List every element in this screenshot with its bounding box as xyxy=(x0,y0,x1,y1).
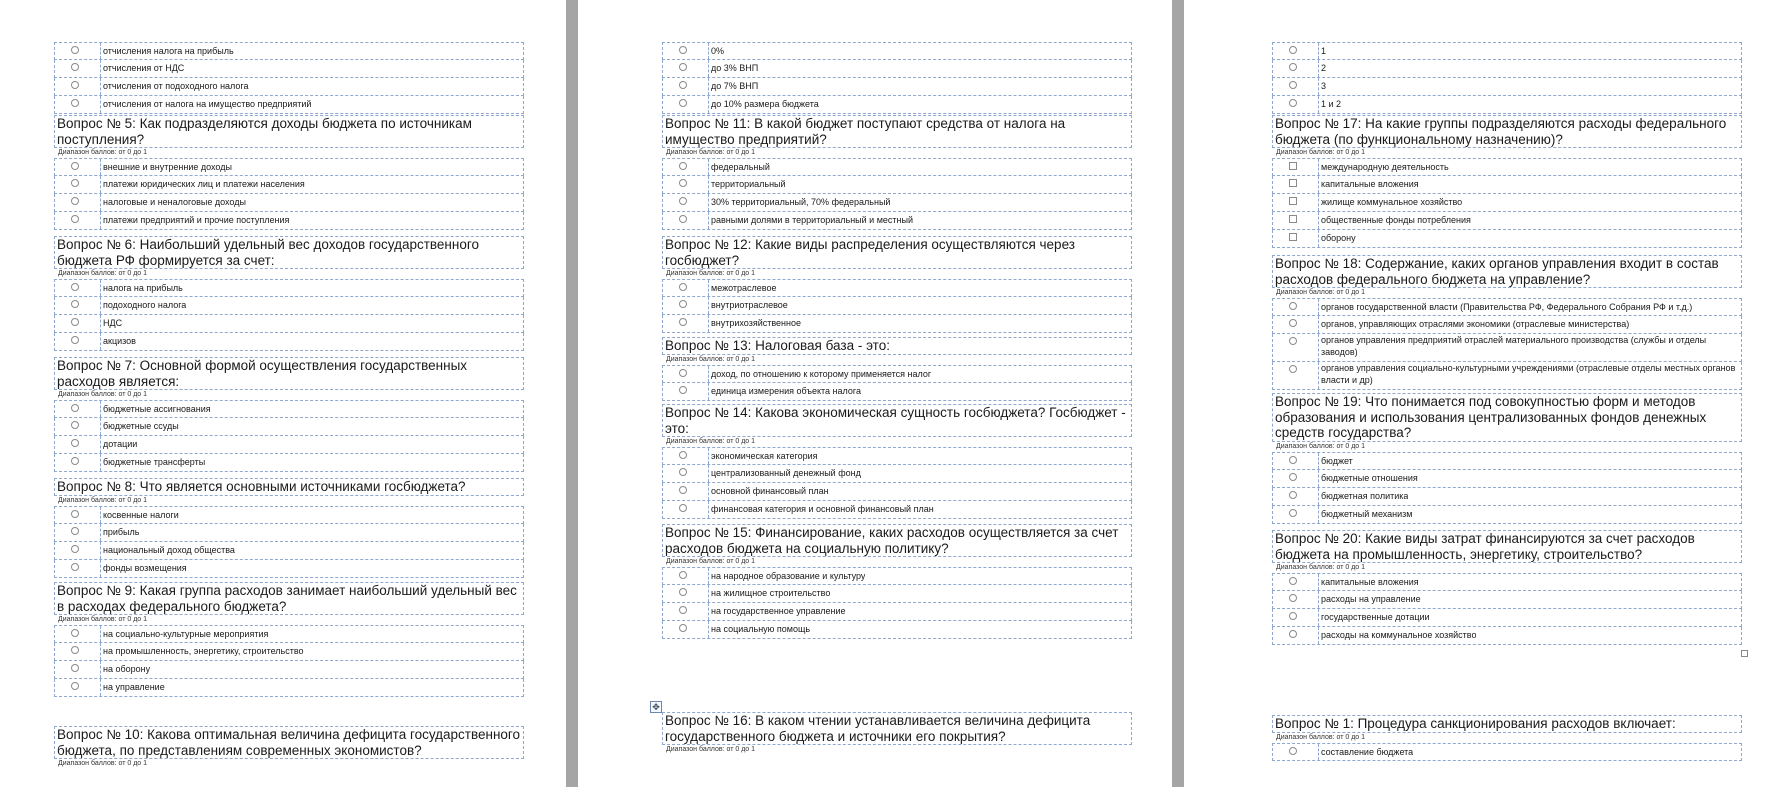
checkbox[interactable] xyxy=(1289,233,1297,241)
radio-button[interactable] xyxy=(71,439,79,447)
option-label: финансовая категория и основной финансовый план xyxy=(711,504,934,514)
option-label: бюджетный механизм xyxy=(1321,508,1413,519)
option-label: межотраслевое xyxy=(711,283,777,293)
score-range: Диапазон баллов: от 0 до 1 xyxy=(666,438,756,445)
radio-button[interactable] xyxy=(71,197,79,205)
answer-option[interactable] xyxy=(662,297,1132,315)
question-title: Вопрос № 19: Что понимается под совокупностью форм и методов образования и использования централизованных фондов денежных средств государства? xyxy=(1272,393,1742,442)
answer-option[interactable] xyxy=(54,212,524,230)
score-range: Диапазон баллов: от 0 до 1 xyxy=(666,746,756,753)
radio-button[interactable] xyxy=(679,451,687,459)
option-label: бюджет xyxy=(1321,455,1353,466)
radio-button[interactable] xyxy=(1289,491,1297,499)
question-block xyxy=(662,337,1132,401)
radio-button[interactable] xyxy=(1289,612,1297,620)
answer-option[interactable] xyxy=(54,60,524,78)
radio-button[interactable] xyxy=(1289,509,1297,517)
score-range: Диапазон баллов: от 0 до 1 xyxy=(58,149,148,156)
question-block xyxy=(54,582,524,697)
option-label: органов управления предприятий отраслей материального производства (службы и отделы заводов) xyxy=(1321,335,1707,357)
radio-button[interactable] xyxy=(71,318,79,326)
option-label: основной финансовый план xyxy=(711,486,829,496)
option-label: международную деятельность xyxy=(1321,162,1449,172)
option-label: 30% территориальный, 70% федеральный xyxy=(711,197,891,207)
answer-option[interactable] xyxy=(662,621,1132,639)
score-range: Диапазон баллов: от 0 до 1 xyxy=(666,355,756,363)
option-label: 2 xyxy=(1321,63,1327,73)
checkbox[interactable] xyxy=(1289,197,1297,205)
answer-option[interactable] xyxy=(1272,470,1742,488)
score-range: Диапазон баллов: от 0 до 1 xyxy=(58,270,148,277)
option-label: территориальный xyxy=(711,179,786,189)
radio-button[interactable] xyxy=(679,283,687,291)
answer-option[interactable] xyxy=(1272,506,1742,524)
option-label: налога на прибыль xyxy=(103,283,183,293)
radio-button[interactable] xyxy=(679,606,687,614)
answer-option[interactable] xyxy=(1272,158,1742,176)
answer-option[interactable] xyxy=(662,501,1132,519)
answer-option[interactable] xyxy=(662,96,1132,114)
answer-option[interactable] xyxy=(1272,362,1742,390)
radio-button[interactable] xyxy=(679,63,687,71)
radio-button[interactable] xyxy=(1289,319,1297,327)
answer-option[interactable] xyxy=(1272,42,1742,60)
answer-option[interactable] xyxy=(662,42,1132,60)
score-range: Диапазон баллов: от 0 до 1 xyxy=(1276,149,1366,156)
answer-option[interactable] xyxy=(1272,573,1742,591)
option-label: фонды возмещения xyxy=(103,562,187,573)
radio-button[interactable] xyxy=(679,197,687,205)
option-label: экономическая категория xyxy=(711,451,818,461)
score-range: Диапазон баллов: от 0 до 1 xyxy=(1276,733,1366,741)
option-label: на государственное управление xyxy=(711,606,846,616)
option-label: бюджетные трансферты xyxy=(103,457,206,467)
answer-option[interactable] xyxy=(662,483,1132,501)
answer-option[interactable] xyxy=(54,194,524,212)
question-title: Вопрос № 8: Что является основными источниками госбюджета? xyxy=(54,478,524,496)
answer-option[interactable] xyxy=(54,560,524,578)
radio-button[interactable] xyxy=(679,99,687,107)
option-label: на управление xyxy=(103,682,165,692)
answer-option[interactable] xyxy=(54,643,524,661)
option-label: дотации xyxy=(103,439,138,449)
option-label: национальный доход общества xyxy=(103,544,235,555)
option-label: внутриотраслевое xyxy=(711,300,788,310)
answer-option[interactable] xyxy=(1272,298,1742,316)
radio-button[interactable] xyxy=(71,457,79,465)
score-range: Диапазон баллов: от 0 до 1 xyxy=(58,616,148,623)
table-resize-handle-icon[interactable] xyxy=(1741,650,1748,657)
question-title: Вопрос № 15: Финансирование, каких расходов осуществляется за счет расходов бюджета на социальную политику? xyxy=(662,524,1132,557)
radio-button[interactable] xyxy=(71,563,79,571)
score-range: Диапазон баллов: от 0 до 1 xyxy=(58,760,148,767)
radio-button[interactable] xyxy=(71,510,79,518)
option-label: до 10% размера бюджета xyxy=(711,99,819,109)
radio-button[interactable] xyxy=(679,369,687,377)
radio-button[interactable] xyxy=(71,46,79,54)
radio-button[interactable] xyxy=(1289,46,1297,54)
option-label: до 7% ВНП xyxy=(711,81,759,91)
option-label: подоходного налога xyxy=(103,300,187,310)
score-range: Диапазон баллов: от 0 до 1 xyxy=(1276,289,1366,296)
answer-option[interactable] xyxy=(54,454,524,472)
question-title: Вопрос № 12: Какие виды распределения осуществляются через госбюджет? xyxy=(662,236,1132,269)
option-label: НДС xyxy=(103,318,123,328)
answer-option[interactable] xyxy=(54,42,524,60)
option-label: общественные фонды потребления xyxy=(1321,215,1471,225)
answer-option[interactable] xyxy=(1272,316,1742,334)
option-label: косвенные налоги xyxy=(103,509,179,520)
option-label: на социально-культурные мероприятия xyxy=(103,629,269,639)
radio-button[interactable] xyxy=(1289,747,1297,755)
score-range: Диапазон баллов: от 0 до 1 xyxy=(58,391,148,398)
radio-button[interactable] xyxy=(1289,630,1297,638)
checkbox[interactable] xyxy=(1289,215,1297,223)
question-title: Вопрос № 10: Какова оптимальная величина дефицита государственного бюджета, по представлениям современных экономистов? xyxy=(54,726,524,759)
answer-option[interactable] xyxy=(662,603,1132,621)
score-range: Диапазон баллов: от 0 до 1 xyxy=(58,496,148,504)
question-title: Вопрос № 20: Какие виды затрат финансируются за счет расходов бюджета на промышленность, энергетику, строительство? xyxy=(1272,530,1742,563)
answer-option[interactable] xyxy=(1272,743,1742,761)
radio-button[interactable] xyxy=(71,179,79,187)
radio-button[interactable] xyxy=(679,504,687,512)
radio-button[interactable] xyxy=(679,162,687,170)
answer-option[interactable] xyxy=(54,96,524,114)
question-block xyxy=(662,115,1132,230)
question-block xyxy=(662,404,1132,519)
radio-button[interactable] xyxy=(71,545,79,553)
option-label: 3 xyxy=(1321,81,1327,91)
question-block xyxy=(54,236,524,351)
question-title: Вопрос № 18: Содержание, каких органов управления входит в состав расходов федерального бюджета на управление? xyxy=(1272,255,1742,288)
option-label: налоговые и неналоговые доходы xyxy=(103,197,246,207)
radio-button[interactable] xyxy=(1289,81,1297,89)
answer-option[interactable] xyxy=(54,176,524,194)
option-label: единица измерения объекта налога xyxy=(711,385,861,396)
option-label: отчисления налога на прибыль xyxy=(103,46,234,56)
option-label: на народное образование и культуру xyxy=(711,571,866,581)
document-page-3 xyxy=(1184,0,1767,787)
option-label: 1 xyxy=(1321,46,1327,56)
answer-option[interactable] xyxy=(1272,334,1742,362)
option-label: 0% xyxy=(711,46,725,56)
radio-button[interactable] xyxy=(1289,473,1297,481)
option-label: бюджетные ссуды xyxy=(103,421,179,431)
answer-option[interactable] xyxy=(662,447,1132,465)
option-label: федеральный xyxy=(711,162,770,172)
radio-button[interactable] xyxy=(1289,594,1297,602)
radio-button[interactable] xyxy=(71,336,79,344)
answer-option[interactable] xyxy=(54,158,524,176)
answer-option[interactable] xyxy=(662,365,1132,383)
answer-option[interactable] xyxy=(1272,212,1742,230)
option-label: 1 и 2 xyxy=(1321,99,1342,109)
answer-option[interactable] xyxy=(54,297,524,315)
radio-button[interactable] xyxy=(71,404,79,412)
radio-button[interactable] xyxy=(1289,99,1297,107)
options-group xyxy=(1272,42,1742,114)
question-title: Вопрос № 11: В какой бюджет поступают средства от налога на имущество предприятий? xyxy=(662,115,1132,148)
radio-button[interactable] xyxy=(71,646,79,654)
question-title: Вопрос № 1: Процедура санкционирования расходов включает: xyxy=(1272,715,1742,733)
answer-option[interactable] xyxy=(1272,176,1742,194)
option-label: капитальные вложения xyxy=(1321,577,1419,587)
answer-option[interactable] xyxy=(1272,96,1742,114)
answer-option[interactable] xyxy=(54,506,524,524)
option-label: органов государственной власти (Правительства РФ, Федерального Собрания РФ и т.д.) xyxy=(1321,302,1693,312)
option-label: на промышленность, энергетику, строительство xyxy=(103,646,304,656)
answer-option[interactable] xyxy=(1272,488,1742,506)
option-label: капитальные вложения xyxy=(1321,179,1419,189)
option-label: доход, по отношению к которому применяется налог xyxy=(711,368,932,379)
radio-button[interactable] xyxy=(679,81,687,89)
answer-option[interactable] xyxy=(662,465,1132,483)
question-block xyxy=(54,357,524,472)
table-move-handle-icon[interactable]: ✥ xyxy=(650,701,662,713)
answer-option[interactable] xyxy=(54,279,524,297)
answer-option[interactable] xyxy=(54,400,524,418)
radio-button[interactable] xyxy=(1289,456,1297,464)
radio-button[interactable] xyxy=(1289,337,1297,345)
radio-button[interactable] xyxy=(71,421,79,429)
question-block xyxy=(1272,393,1742,524)
radio-button[interactable] xyxy=(1289,63,1297,71)
radio-button[interactable] xyxy=(71,63,79,71)
answer-option[interactable] xyxy=(54,625,524,643)
option-label: составление бюджета xyxy=(1321,746,1414,757)
answer-option[interactable] xyxy=(662,585,1132,603)
radio-button[interactable] xyxy=(679,179,687,187)
option-label: органов, управляющих отраслями экономики (отраслевые министерства) xyxy=(1321,319,1630,329)
radio-button[interactable] xyxy=(679,571,687,579)
answer-option[interactable] xyxy=(1272,78,1742,96)
answer-option[interactable] xyxy=(662,158,1132,176)
question-title: Вопрос № 6: Наибольший удельный вес доходов государственного бюджета РФ формируется за счет: xyxy=(54,236,524,269)
question-block xyxy=(1272,255,1742,390)
radio-button[interactable] xyxy=(71,682,79,690)
question-block xyxy=(54,478,524,578)
radio-button[interactable] xyxy=(679,318,687,326)
answer-option[interactable] xyxy=(1272,609,1742,627)
question-title: Вопрос № 16: В каком чтении устанавливается величина дефицита государственного бюджета и источники его покрытия? xyxy=(662,712,1132,745)
radio-button[interactable] xyxy=(679,588,687,596)
answer-option[interactable] xyxy=(54,315,524,333)
radio-button[interactable] xyxy=(71,81,79,89)
option-label: бюджетная политика xyxy=(1321,490,1409,501)
radio-button[interactable] xyxy=(71,99,79,107)
option-label: органов управления социально-культурными учреждениями (отраслевые отделы местных органов власти и др) xyxy=(1321,363,1736,385)
answer-option[interactable] xyxy=(662,383,1132,401)
question-block xyxy=(54,115,524,230)
score-range: Диапазон баллов: от 0 до 1 xyxy=(666,149,756,156)
radio-button[interactable] xyxy=(71,215,79,223)
option-label: акцизов xyxy=(103,336,136,346)
option-label: централизованный денежный фонд xyxy=(711,468,861,478)
question-title: Вопрос № 14: Какова экономическая сущность госбюджета? Госбюджет - это: xyxy=(662,404,1132,437)
radio-button[interactable] xyxy=(1289,302,1297,310)
document-page-2 xyxy=(578,0,1172,787)
radio-button[interactable] xyxy=(71,527,79,535)
question-block xyxy=(1272,715,1742,761)
answer-option[interactable] xyxy=(54,78,524,96)
answer-option[interactable] xyxy=(662,212,1132,230)
question-title: Вопрос № 7: Основной формой осуществления государственных расходов является: xyxy=(54,357,524,390)
answer-option[interactable] xyxy=(662,194,1132,212)
option-label: на жилищное строительство xyxy=(711,588,831,598)
radio-button[interactable] xyxy=(679,486,687,494)
radio-button[interactable] xyxy=(679,215,687,223)
question-title: Вопрос № 9: Какая группа расходов занимает наибольший удельный вес в расходах федерального бюджета? xyxy=(54,582,524,615)
answer-option[interactable] xyxy=(54,542,524,560)
checkbox[interactable] xyxy=(1289,179,1297,187)
options-group xyxy=(54,42,524,114)
document-page-1 xyxy=(0,0,566,787)
answer-option[interactable] xyxy=(54,524,524,542)
answer-option[interactable] xyxy=(54,661,524,679)
option-label: платежи предприятий и прочие поступления xyxy=(103,215,290,225)
option-label: расходы на коммунальное хозяйство xyxy=(1321,630,1477,640)
options-group xyxy=(662,42,1132,114)
radio-button[interactable] xyxy=(679,386,687,394)
option-label: оборону xyxy=(1321,233,1356,243)
option-label: платежи юридических лиц и платежи населения xyxy=(103,179,305,189)
answer-option[interactable] xyxy=(1272,60,1742,78)
answer-option[interactable] xyxy=(662,176,1132,194)
option-label: прибыль xyxy=(103,526,140,537)
radio-button[interactable] xyxy=(679,468,687,476)
answer-option[interactable] xyxy=(1272,591,1742,609)
option-label: государственные дотации xyxy=(1321,612,1430,622)
answer-option[interactable] xyxy=(662,315,1132,333)
option-label: равными долями в территориальный и местный xyxy=(711,215,913,225)
radio-button[interactable] xyxy=(71,300,79,308)
radio-button[interactable] xyxy=(679,300,687,308)
question-block xyxy=(1272,530,1742,645)
answer-option[interactable] xyxy=(1272,230,1742,248)
option-label: расходы на управление xyxy=(1321,594,1421,604)
option-label: внешние и внутренние доходы xyxy=(103,162,232,172)
answer-option[interactable] xyxy=(1272,627,1742,645)
question-block xyxy=(54,726,524,769)
option-label: на оборону xyxy=(103,664,151,674)
answer-option[interactable] xyxy=(54,679,524,697)
option-label: бюджетные отношения xyxy=(1321,472,1418,483)
question-block xyxy=(662,712,1132,755)
option-label: бюджетные ассигнования xyxy=(103,404,211,414)
option-label: отчисления от подоходного налога xyxy=(103,81,249,91)
checkbox[interactable] xyxy=(1289,162,1297,170)
answer-option[interactable] xyxy=(662,279,1132,297)
option-label: жилище коммунальное хозяйство xyxy=(1321,197,1463,207)
option-label: отчисления от налога на имущество предприятий xyxy=(103,99,312,109)
answer-option[interactable] xyxy=(54,333,524,351)
question-title: Вопрос № 5: Как подразделяются доходы бюджета по источникам поступления? xyxy=(54,115,524,148)
radio-button[interactable] xyxy=(679,46,687,54)
question-title: Вопрос № 17: На какие группы подразделяются расходы федерального бюджета (по функциональному назначению)? xyxy=(1272,115,1742,148)
score-range: Диапазон баллов: от 0 до 1 xyxy=(1276,442,1366,450)
score-range: Диапазон баллов: от 0 до 1 xyxy=(666,270,756,277)
answer-option[interactable] xyxy=(1272,194,1742,212)
answer-option[interactable] xyxy=(662,78,1132,96)
option-label: внутрихозяйственное xyxy=(711,318,801,328)
radio-button[interactable] xyxy=(71,283,79,291)
answer-option[interactable] xyxy=(662,60,1132,78)
option-label: до 3% ВНП xyxy=(711,63,759,73)
radio-button[interactable] xyxy=(679,624,687,632)
option-label: на социальную помощь xyxy=(711,624,811,634)
option-label: отчисления от НДС xyxy=(103,63,185,73)
score-range: Диапазон баллов: от 0 до 1 xyxy=(666,558,756,565)
question-block xyxy=(1272,115,1742,248)
question-block xyxy=(662,524,1132,639)
radio-button[interactable] xyxy=(1289,365,1297,373)
score-range: Диапазон баллов: от 0 до 1 xyxy=(1276,564,1366,571)
answer-option[interactable] xyxy=(54,418,524,436)
radio-button[interactable] xyxy=(71,162,79,170)
answer-option[interactable] xyxy=(662,567,1132,585)
radio-button[interactable] xyxy=(71,629,79,637)
question-block xyxy=(662,236,1132,333)
answer-option[interactable] xyxy=(1272,452,1742,470)
radio-button[interactable] xyxy=(71,664,79,672)
radio-button[interactable] xyxy=(1289,577,1297,585)
answer-option[interactable] xyxy=(54,436,524,454)
question-title: Вопрос № 13: Налоговая база - это: xyxy=(662,337,1132,355)
